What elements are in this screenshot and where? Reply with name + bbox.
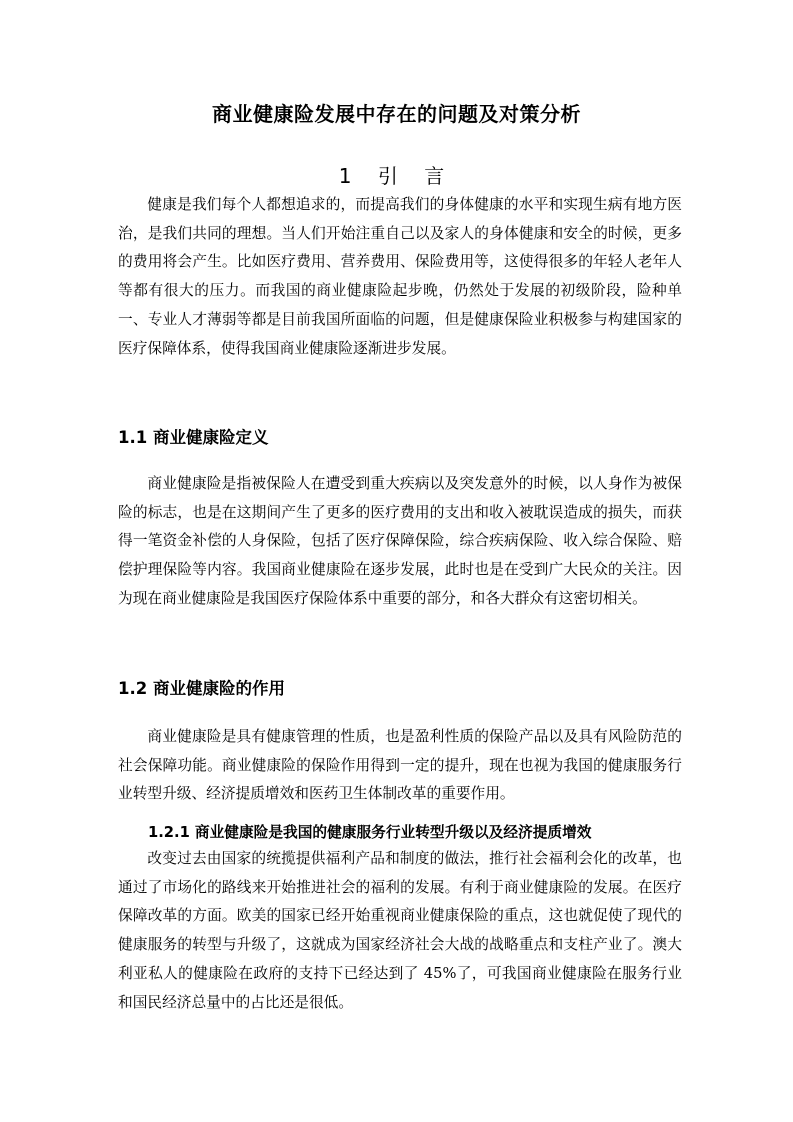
section-heading-1-1: 1.1 商业健康险定义 — [118, 428, 269, 447]
section-1-1-paragraph: 商业健康险是指被保险人在遭受到重大疾病以及突发意外的时候，以人身作为被保险的标志，也是在这期间产生了更多的医疗费用的支出和收入被耽误造成的损失，而获得一笔资金补偿的人身保险，包括了医疗保障保险，综合疾病保险、收入综合保险、赔偿护理保险等内容。我国商业健康险在逐步发展，此时也是在受到广大民众的关注。因为现在商业健康险是我国医疗保险体系中重要的部分，和各大群众有这密切相关。 — [118, 475, 682, 607]
subsection-heading-1-2-1: 1.2.1 商业健康险是我国的健康服务行业转型升级以及经济提质增效 — [148, 824, 592, 841]
section-heading-1-2: 1.2 商业健康险的作用 — [118, 679, 285, 698]
subsection-1-2-1-paragraph: 改变过去由国家的统揽提供福利产品和制度的做法，推行社会福利会化的改革，也通过了市场化的路线来开始推进社会的福利的发展。有利于商业健康险的发展。在医疗保障改革的方面。欧美的国家已经开始重视商业健康保险的重点，这也就促使了现代的健康服务的转型与升级了，这就成为国家经济社会大战的战略重点和支柱产业了。澳大利亚私人的健康险在政府的支持下已经达到了 45%了，可我国商业健康险在服务行业和国民经济总量中的占比还是很低。 — [118, 850, 682, 1011]
document-title: 商业健康险发展中存在的问题及对策分析 — [212, 102, 581, 126]
section-1-2-paragraph: 商业健康险是具有健康管理的性质，也是盈利性质的保险产品以及具有风险防范的社会保障功能。商业健康险的保险作用得到一定的提升，现在也视为我国的健康服务行业转型升级、经济提质增效和医药卫生体制改革的重要作用。 — [118, 728, 682, 803]
intro-paragraph: 健康是我们每个人都想追求的，而提高我们的身体健康的水平和实现生病有地方医治，是我们共同的理想。当人们开始注重自己以及家人的身体健康和安全的时候，更多的费用将会产生。比如医疗费用、营养费用、保险费用等，这使得很多的年轻人老年人等都有很大的压力。而我国的商业健康险起步晚，仍然处于发展的初级阶段，险种单一、专业人才薄弱等都是目前我国所面临的问题，但是健康保险业积极参与构建国家的医疗保障体系，使得我国商业健康险逐渐进步发展。 — [118, 196, 682, 357]
chapter-heading: 1 引 言 — [338, 164, 455, 188]
